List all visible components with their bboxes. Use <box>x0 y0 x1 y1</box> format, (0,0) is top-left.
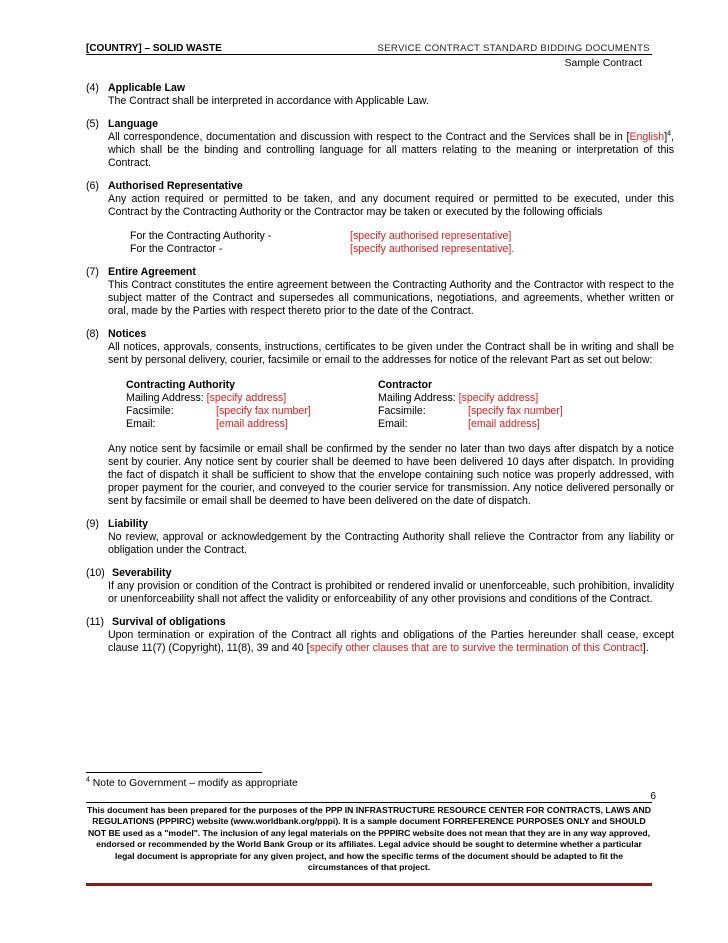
footer-rule <box>86 802 652 803</box>
clauses-placeholder: specify other clauses that are to survive the termination of this Contract <box>309 642 643 654</box>
mail-label: Mailing Address: <box>126 392 207 404</box>
section-text <box>108 629 674 655</box>
section-language <box>86 118 674 170</box>
representative-row <box>130 243 674 256</box>
rep-label: For the Contractor - <box>130 243 223 255</box>
contract-content <box>86 82 674 665</box>
footnote-rule <box>86 772 262 773</box>
text-part: All correspondence, documentation and discussion with respect to the Contract and the Services shall be in [ <box>108 131 630 143</box>
section-title: Severability <box>112 567 172 579</box>
section-applicable-law <box>86 82 674 108</box>
section-entire-agreement <box>86 266 674 318</box>
text-part: Upon termination or expiration of the Contract all rights and obligations of the Parties hereunder shall cease, except clause 11(7) (Copyright), 11(8), 39 and 40 [ <box>108 629 674 654</box>
mail-placeholder: [specify address] <box>458 392 539 404</box>
email-placeholder: [email address] <box>216 418 288 430</box>
footer-disclaimer: This document has been prepared for the purposes of the PPP IN INFRASTRUCTURE RESOURCE CENTER FOR CONTRACTS, LAWS AND REGULATIONS (PPPIRC) website (www.worldbank.org/pppi). It is a sample document FORREFERENCE PURPOSES ONLY and SHOULD NOT BE used as a "model". The inclusion of any legal materials on the PPPIRC website does not mean that they are in any way approved, endorsed or recommended by the World Bank Group or its affiliates. Legal advice should be sought to determine whether a particular legal document is appropriate for any given project, and how the specific terms of the document should be adapted to fit the circumstances of that project. <box>87 805 651 873</box>
section-title: Survival of obligations <box>112 616 226 628</box>
section-number: (7) <box>86 266 99 278</box>
text-part: ]. <box>642 642 649 654</box>
rep-placeholder: [specify authorised representative]. <box>350 243 515 255</box>
footnote <box>86 777 298 790</box>
text-part: ] <box>664 131 668 143</box>
section-text: All notices, approvals, consents, instructions, certificates to be given under the Contract shall be in writing and shall be sent by personal delivery, courier, facsimile or email to the addresses for notice of the relevant Part as set out below: <box>108 341 674 366</box>
section-number: (8) <box>86 328 99 340</box>
section-authorised-representative <box>86 180 674 256</box>
section-title: Language <box>108 118 159 130</box>
address-heading: Contracting Authority <box>126 379 236 391</box>
section-number: (4) <box>86 82 99 94</box>
header-left: [COUNTRY] – SOLID WASTE <box>86 43 222 54</box>
section-liability <box>86 518 674 557</box>
language-placeholder: English <box>629 131 665 143</box>
rep-label: For the Contracting Authority - <box>130 230 272 242</box>
section-text: Any action required or permitted to be taken, and any document required or permitted to be executed, under this Contract by the Contracting Authority or the Contractor may be taken or executed by the following officials <box>108 193 674 218</box>
fax-placeholder: [specify fax number] <box>216 405 311 417</box>
section-number: (10) <box>86 567 105 579</box>
mail-label: Mailing Address: <box>378 392 459 404</box>
fax-label: Facsimile: <box>378 405 426 417</box>
footnote-text: Note to Government – modify as appropriate <box>89 778 298 789</box>
section-notices <box>86 328 674 508</box>
fax-label: Facsimile: <box>126 405 174 417</box>
page-number: 6 <box>650 791 656 802</box>
section-text: The Contract shall be interpreted in accordance with Applicable Law. <box>108 95 429 107</box>
header-right: SERVICE CONTRACT STANDARD BIDDING DOCUMENTS <box>377 43 650 54</box>
section-number: (9) <box>86 518 99 530</box>
section-title: Liability <box>108 518 149 530</box>
section-title: Applicable Law <box>108 82 186 94</box>
mail-placeholder: [specify address] <box>206 392 287 404</box>
rep-placeholder: [specify authorised representative] <box>350 230 512 242</box>
footnote-ref: 4 <box>667 130 672 138</box>
header-rule <box>86 54 652 55</box>
section-title: Authorised Representative <box>108 180 243 192</box>
header-subtitle: Sample Contract <box>564 58 642 69</box>
section-number: (5) <box>86 118 99 130</box>
address-block-authority <box>126 379 378 431</box>
fax-placeholder: [specify fax number] <box>468 405 563 417</box>
footer-bar <box>86 883 652 886</box>
section-text: Any notice sent by facsimile or email shall be confirmed by the sender no later than two days after dispatch by a notice sent by courier. Any notice sent by courier shall be deemed to have been delivered 10 days after dispatch. In providing the fact of dispatch it shall be sufficient to show that the envelope containing such notice was properly addressed, with proper payment for the courier, and conveyed to the courier service for transmission. Any notice delivered personally or sent by facsimile or email shall be deemed to have been delivered on the date of dispatch. <box>108 443 674 507</box>
section-title: Notices <box>108 328 147 340</box>
section-survival <box>86 616 674 655</box>
email-label: Email: <box>378 418 408 430</box>
section-number: (11) <box>86 616 105 628</box>
address-heading: Contractor <box>378 379 433 391</box>
representative-row <box>130 230 674 243</box>
section-severability <box>86 567 674 606</box>
notice-addresses <box>126 379 674 431</box>
section-text: No review, approval or acknowledgement by the Contracting Authority shall relieve the Contractor from any liability or obligation under the Contract. <box>108 531 674 556</box>
email-label: Email: <box>126 418 156 430</box>
section-number: (6) <box>86 180 99 192</box>
footnote-marker: 4 <box>86 776 90 784</box>
section-text: This Contract constitutes the entire agreement between the Contracting Authority and the Contractor with respect to the subject matter of the Contract and supersedes all communications, negotiations, and agreements, whether written or oral, made by the Parties with respect thereto prior to the date of the Contract. <box>108 279 674 317</box>
section-title: Entire Agreement <box>108 266 196 278</box>
representatives-list <box>130 230 674 256</box>
address-block-contractor <box>378 379 630 431</box>
section-text: If any provision or condition of the Contract is prohibited or rendered invalid or unenforceable, such prohibition, invalidity or unenforceability shall not affect the validity or enforceability of any other provisions and conditions of the Contract. <box>108 580 674 605</box>
email-placeholder: [email address] <box>468 418 540 430</box>
text-part: , which shall be the binding and controlling language for all matters relating to the meaning or interpretation of this Contract. <box>108 131 674 169</box>
section-text <box>108 131 674 170</box>
